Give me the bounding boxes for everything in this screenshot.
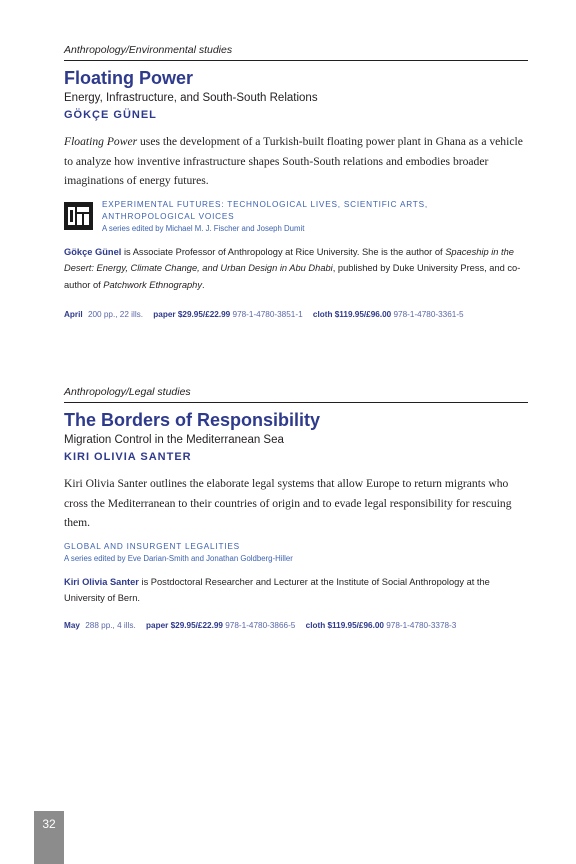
bio-book-title: Patchwork Ethnography (103, 279, 202, 290)
pub-cloth-label: cloth (312, 310, 333, 319)
book-author: KIRI OLIVIA SANTER (64, 451, 192, 463)
publication-info (64, 310, 528, 319)
bio-text: , published by Duke University Press, and co-author of (64, 263, 521, 290)
description-text: uses the development of a Turkish-built floating power plant in Ghana as a vehicle to analyze how inventive infrastructure shapes South-South relations and embodies broader imaginations of energy futures. (64, 135, 523, 187)
publication-info (64, 621, 528, 630)
bio-text: . (202, 279, 205, 290)
category-label: Anthropology/Environmental studies (64, 44, 528, 61)
bio-book-title: Spaceship in the Desert: Energy, Climate Change, and Urban Design in Abu Dhabi (64, 246, 514, 273)
book-entry-borders-of-responsibility (64, 386, 528, 630)
pub-paper-isbn: 978-1-4780-3851-1 (232, 310, 303, 319)
pub-paper-price: $29.95/£22.99 (177, 310, 231, 319)
category-label: Anthropology/Legal studies (64, 386, 528, 403)
book-title: The Borders of Responsibility (64, 410, 321, 430)
pub-pages: 288 pp., 4 ills. (85, 620, 136, 630)
book-subtitle: Migration Control in the Mediterranean Sea (64, 434, 284, 446)
pub-cloth-isbn: 978-1-4780-3361-5 (393, 310, 464, 319)
series-name-line2: ANTHROPOLOGICAL VOICES (102, 211, 235, 221)
book-subtitle: Energy, Infrastructure, and South-South Relations (64, 92, 318, 104)
bio-text: is Postdoctoral Researcher and Lecturer at the Institute of Social Anthropology at the University of Bern. (64, 576, 490, 603)
book-title: Floating Power (64, 68, 194, 88)
author-bio (64, 574, 528, 607)
book-entry-floating-power (64, 44, 528, 319)
pub-cloth-isbn: 978-1-4780-3378-3 (386, 620, 457, 630)
series-info (64, 199, 528, 234)
series-info (64, 541, 528, 564)
pub-paper-isbn: 978-1-4780-3866-5 (225, 620, 296, 630)
pub-cloth-label: cloth (305, 620, 326, 630)
pub-pages: 200 pp., 22 ills. (87, 310, 144, 319)
series-name-line1: GLOBAL AND INSURGENT LEGALITIES (64, 541, 240, 551)
pub-paper-price: $29.95/£22.99 (170, 620, 223, 630)
series-editors: A series edited by Eve Darian-Smith and Jonathan Goldberg-Hiller (64, 553, 293, 563)
pub-month: April (64, 310, 83, 319)
pub-cloth-price: $119.95/£96.00 (334, 310, 392, 319)
author-bio (64, 244, 528, 294)
series-name-line1: EXPERIMENTAL FUTURES: TECHNOLOGICAL LIVES, SCIENTIFIC ARTS, (102, 199, 428, 209)
description-text: Kiri Olivia Santer outlines the elaborate legal systems that allow Europe to return migrants who cross the Mediterranean to their countries of origin and to evade legal responsibility for rescuing them. (64, 477, 512, 529)
bio-text: is Associate Professor of Anthropology at Rice University. She is the author of (121, 246, 446, 257)
page-number: 32 (42, 817, 56, 831)
pub-cloth-price: $119.95/£96.00 (327, 620, 384, 630)
pub-month: May (64, 620, 80, 630)
pub-paper-label: paper (153, 310, 176, 319)
book-author: GÖKÇE GÜNEL (64, 109, 157, 121)
series-logo-icon (64, 202, 93, 230)
pub-paper-label: paper (146, 620, 169, 630)
description-italic-title: Floating Power (64, 135, 138, 148)
bio-author-name: Kiri Olivia Santer (64, 576, 139, 587)
book-description (64, 474, 528, 533)
page-number-tab (34, 811, 64, 864)
book-description (64, 132, 528, 191)
series-editors: A series edited by Michael M. J. Fischer and Joseph Dumit (102, 223, 305, 233)
bio-author-name: Gökçe Günel (64, 246, 122, 257)
